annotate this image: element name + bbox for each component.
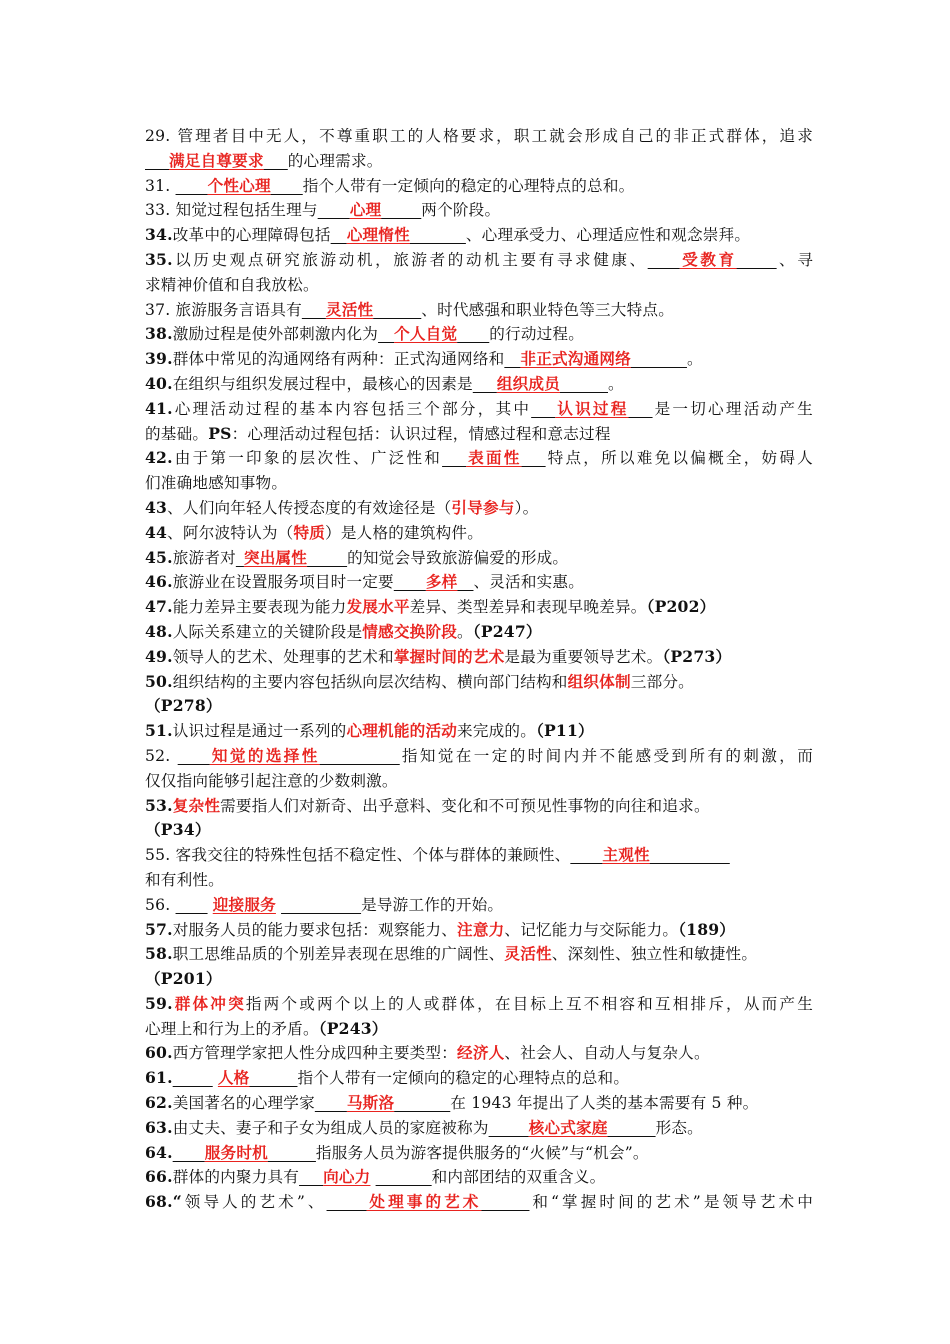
text-line [145,1116,813,1141]
blank-underline: ______ [373,300,422,319]
text-line [145,1141,813,1166]
answer-text: 心理 [349,200,382,220]
blank-underline: ___ [263,151,288,170]
answer-text: 核心式家庭 [528,1117,608,1137]
line-text: 33. 知觉过程包括生理与 [145,201,318,220]
line-text: 是最为重要领导艺术。 [504,647,663,666]
line-text: 29. 管理者目中无人，不尊重职工的人格要求，职工就会形成自己的非正式群体，追求 [145,127,813,145]
answer-text: 人格 [217,1068,250,1088]
blank-underline: _____ [307,548,348,567]
blank-underline: __ [504,350,521,369]
answer-text: 组织成员 [496,373,561,393]
blank-underline: ___ [442,449,467,468]
answer-text: 个人自觉 [394,324,458,344]
blank-underline: _______ [394,1094,451,1113]
line-text: 指个人带有一定倾向的稳定的心理特点的总和。 [302,176,635,195]
line-text: 58. [145,944,173,964]
answer-text: 马斯洛 [346,1093,395,1113]
text-line [145,719,813,744]
answer-text: 经济人 [457,1043,505,1063]
blank-underline: ____ [172,1143,205,1162]
line-text: 西方管理学家把人性分成四种主要类型： [172,1044,458,1063]
line-text: （P202） [646,597,716,617]
line-text: 的心理需求。 [287,151,383,170]
text-line [145,694,813,719]
answer-text: 向心力 [323,1167,371,1187]
text-line [145,670,813,695]
line-text: 35. [145,249,173,269]
answer-text: 迎接服务 [212,894,276,914]
line-text: 心理上和行为上的矛盾。 [145,1019,319,1038]
blank-underline: ____ [314,1094,347,1113]
line-text: 旅游业在设置服务项目时一定要 [172,573,394,592]
text-line [145,942,813,967]
answer-text: 掌握时间的艺术 [393,646,505,666]
blank-underline: ___ [521,449,546,468]
line-text: 60. [145,1043,173,1063]
line-text: 差异、类型差异和表现早晚差异。 [409,598,647,617]
line-text: （P34） [145,820,211,840]
answer-text: 群体冲突 [172,993,246,1013]
answer-text: 组织体制 [567,671,631,691]
line-text: 59. [145,993,173,1013]
line-text: 、人们向年轻人传授态度的有效途径是（ [167,498,452,517]
blank-underline: ____ [570,846,603,865]
answer-text: 灵活性 [504,944,552,964]
line-text: 指服务人员为游客提供服务的“火候”与“机会”。 [315,1143,649,1162]
blank-underline: ______ [267,1143,316,1162]
text-line [145,1190,813,1215]
blank-underline: ___ [628,399,653,418]
line-text: 的行动过程。 [489,325,585,344]
text-line [145,843,813,868]
line-text: （P243） [318,1018,388,1038]
line-text: 指两个或两个以上的人或群体，在目标上互不相容和互相排斥，从而产生 [245,994,813,1013]
line-text: 们准确地感知事物。 [145,474,288,493]
blank-underline: __________ [319,746,400,765]
line-text: 、灵活和实惠。 [473,573,585,592]
blank-underline: _______ [375,1168,432,1187]
text-line [145,595,813,620]
answer-text: 特质 [293,522,326,542]
line-text: 31. [145,176,176,195]
line-text: 56. [145,895,176,914]
text-line [145,546,813,571]
line-text: 51. [145,721,173,741]
answer-text: 突出属性 [243,547,308,567]
line-text: 62. [145,1093,173,1113]
blank-underline: ____ [177,746,210,765]
line-text: 68.“ [145,1192,182,1212]
blank-underline: ___ [472,374,497,393]
line-text: 、时代感强和职业特色等三大特点。 [421,300,674,319]
text-line [145,198,813,223]
line-text: 、深刻性、独立性和敏捷性。 [551,945,758,964]
blank-underline: _____ [381,201,422,220]
line-text: 群体中常见的沟通网络有两种：正式沟通网络和 [172,350,505,369]
line-text: 美国著名的心理学家 [172,1094,315,1113]
text-line [145,496,813,521]
text-line [145,570,813,595]
line-text: 48. [145,621,173,641]
line-text: 需要指人们对新奇、出乎意料、变化和不可预见性事物的向往和追求。 [220,796,710,815]
text-line [145,744,813,769]
answer-text: 非正式沟通网络 [520,349,631,369]
line-text: 的基础。 [145,424,209,443]
text-line [145,1165,813,1190]
blank-underline: _______ [409,226,466,245]
line-text: 66. [145,1167,173,1187]
blank-underline: ____ [175,895,208,914]
answer-text: 主观性 [602,845,650,865]
line-text: 49. [145,646,173,666]
text-line [145,372,813,397]
line-text: 41. [145,398,173,418]
line-text: 在 1943 年提出了人类的基本需要有 5 种。 [450,1094,759,1113]
text-line [145,918,813,943]
line-text: 来完成的。 [457,722,537,741]
text-line [145,223,813,248]
blank-underline: __ [378,325,395,344]
line-text: 、记忆能力与交际能力。 [504,920,679,939]
line-text: 对服务人员的能力要求包括：观察能力、 [172,920,458,939]
blank-underline: __________ [649,846,730,865]
line-text: PS [208,423,232,443]
line-text: 心理活动过程的基本内容包括三个部分，其中 [172,399,532,418]
blank-underline: _ [235,548,244,567]
blank-underline: ___ [531,399,556,418]
answer-text: 情感交换阶段 [362,621,458,641]
line-text: 42. [145,448,173,468]
line-text: 认识过程是通过一系列的 [172,722,347,741]
line-text: 领导人的艺术”、 [181,1193,327,1212]
blank-underline: _____ [736,250,777,269]
answer-text: 多样 [425,572,458,592]
line-text: 的知觉会导致旅游偏爱的形成。 [347,548,569,567]
document-page [145,124,813,1215]
line-text: 34. [145,225,173,245]
line-text: 和内部团结的双重含义。 [431,1168,606,1187]
line-text: 在组织与组织发展过程中，最核心的因素是 [172,374,473,393]
blank-underline: _____ [488,1118,529,1137]
line-text: 50. [145,671,173,691]
line-text: 。 [457,622,473,641]
line-text: 39. [145,349,173,369]
line-text: 和“掌握时间的艺术”是领导艺术中 [529,1193,813,1212]
line-text: ）是人格的建筑构件。 [325,523,484,542]
line-text: 是导游工作的开始。 [361,895,504,914]
text-line [145,967,813,992]
line-text: 57. [145,919,173,939]
text-line [145,322,813,347]
line-text: 仅仅指向能够引起注意的少数刺激。 [145,771,398,790]
answer-text: 知觉的选择性 [209,745,320,765]
line-text: ）。 [514,498,539,517]
blank-underline: ______ [607,1118,656,1137]
answer-text: 个性心理 [207,175,271,195]
line-text: 改革中的心理障碍包括 [172,226,331,245]
line-text: 、心理承受力、心理适应性和观念崇拜。 [465,226,751,245]
answer-text: 服务时机 [204,1142,268,1162]
blank-underline: ____ [317,201,350,220]
text-line [145,992,813,1017]
line-text: 37. 旅游服务言语具有 [145,300,302,319]
blank-underline: ___ [145,151,169,170]
text-line [145,422,813,447]
line-text: 46. [145,572,173,592]
line-text: 。 [608,374,624,393]
line-text: 两个阶段。 [421,201,501,220]
blank-underline: ____ [270,176,303,195]
answer-text: 注意力 [457,919,505,939]
text-line [145,521,813,546]
line-text: 、阿尔波特认为（ [167,523,294,542]
blank-underline: __________ [281,895,362,914]
text-line [145,273,813,298]
line-text: 以历史观点研究旅游动机，旅游者的动机主要有寻求健康、 [172,250,648,269]
answer-text: 心理机能的活动 [346,721,458,741]
line-text: （P247） [472,621,542,641]
text-line [145,1017,813,1042]
line-text: （189） [678,919,736,939]
line-text: 55. 客我交往的特殊性包括不稳定性、个体与群体的兼顾性、 [145,846,571,865]
text-line [145,868,813,893]
line-text: 是一切心理活动产生 [652,399,813,418]
line-text: 53. [145,795,173,815]
line-text: （P201） [145,969,222,989]
line-text: 能力差异主要表现为能力 [172,598,347,617]
text-line [145,1041,813,1066]
text-line [145,347,813,372]
answer-text: 心理惰性 [346,225,410,245]
line-text: 激励过程是使外部刺激内化为 [172,325,379,344]
blank-underline: __ [330,226,347,245]
line-text: 52. [145,746,178,765]
answer-text: 认识过程 [555,398,629,418]
blank-underline: ____ [393,573,426,592]
line-text: 44 [145,522,168,542]
line-text: 45. [145,547,173,567]
text-line [145,397,813,422]
answer-text: 引导参与 [451,497,515,517]
line-text: 领导人的艺术、处理事的艺术和 [172,647,394,666]
line-text: ：心理活动过程包括：认识过程，情感过程和意志过程 [231,424,611,443]
answer-text: 受教育 [679,249,737,269]
text-line [145,124,813,149]
answer-text: 处理事的艺术 [366,1192,482,1212]
line-text: 组织结构的主要内容包括纵向层次结构、横向部门结构和 [172,672,568,691]
text-line [145,174,813,199]
text-line [145,1091,813,1116]
line-text: 指知觉在一定的时间内并不能感受到所有的刺激，而 [399,746,813,765]
line-text: 职工思维品质的个别差异表现在思维的广阔性、 [172,945,505,964]
blank-underline: ____ [175,176,208,195]
line-text: 64. [145,1142,173,1162]
line-text: 由丈夫、妻子和子女为组成人员的家庭被称为 [172,1118,489,1137]
blank-underline: ___ [299,1168,324,1187]
line-text: （P11） [536,721,594,741]
text-line [145,1066,813,1091]
line-text: 61. [145,1068,173,1088]
blank-underline: ____ [647,250,680,269]
line-text: （P278） [145,696,222,716]
text-line [145,149,813,174]
blank-underline: _____ [172,1069,213,1088]
blank-underline: _______ [630,350,687,369]
text-line [145,645,813,670]
line-text: 63. [145,1117,173,1137]
line-text: 、社会人、自动人与复杂人。 [504,1044,710,1063]
line-text: 、寻 [776,250,813,269]
blank-underline: ______ [481,1193,530,1212]
line-text: 人际关系建立的关键阶段是 [172,622,363,641]
line-text: 求精神价值和自我放松。 [145,275,319,294]
line-text: 43 [145,497,168,517]
blank-underline: ___ [301,300,326,319]
blank-underline: _____ [326,1193,367,1212]
line-text: （P273） [662,646,732,666]
text-line [145,446,813,471]
text-line [145,248,813,273]
blank-underline: ______ [560,374,608,393]
line-text: 指个人带有一定倾向的稳定的心理特点的总和。 [297,1069,630,1088]
line-text: 特点，所以难免以偏概全，妨碍人 [545,449,813,468]
line-text: 旅游者对 [172,548,236,567]
text-line [145,893,813,918]
answer-text: 复杂性 [172,795,221,815]
answer-text: 灵活性 [325,299,374,319]
line-text: 三部分。 [630,672,694,691]
text-line [145,620,813,645]
text-line [145,818,813,843]
text-line [145,471,813,496]
answer-text: 表面性 [466,448,522,468]
blank-underline: ____ [457,325,490,344]
blank-underline: __ [457,573,474,592]
answer-text: 发展水平 [346,597,410,617]
text-line [145,298,813,323]
line-text: 40. [145,373,173,393]
line-text: 。 [686,350,703,369]
line-text: 47. [145,597,173,617]
line-text: 38. [145,324,173,344]
line-text: 形态。 [655,1118,703,1137]
line-text: 由于第一印象的层次性、广泛性和 [172,449,443,468]
line-text: 群体的内聚力具有 [172,1168,300,1187]
text-line [145,794,813,819]
text-line [145,769,813,794]
blank-underline: ______ [249,1069,298,1088]
answer-text: 满足自尊要求 [169,150,264,170]
line-text: 和有利性。 [145,870,224,889]
